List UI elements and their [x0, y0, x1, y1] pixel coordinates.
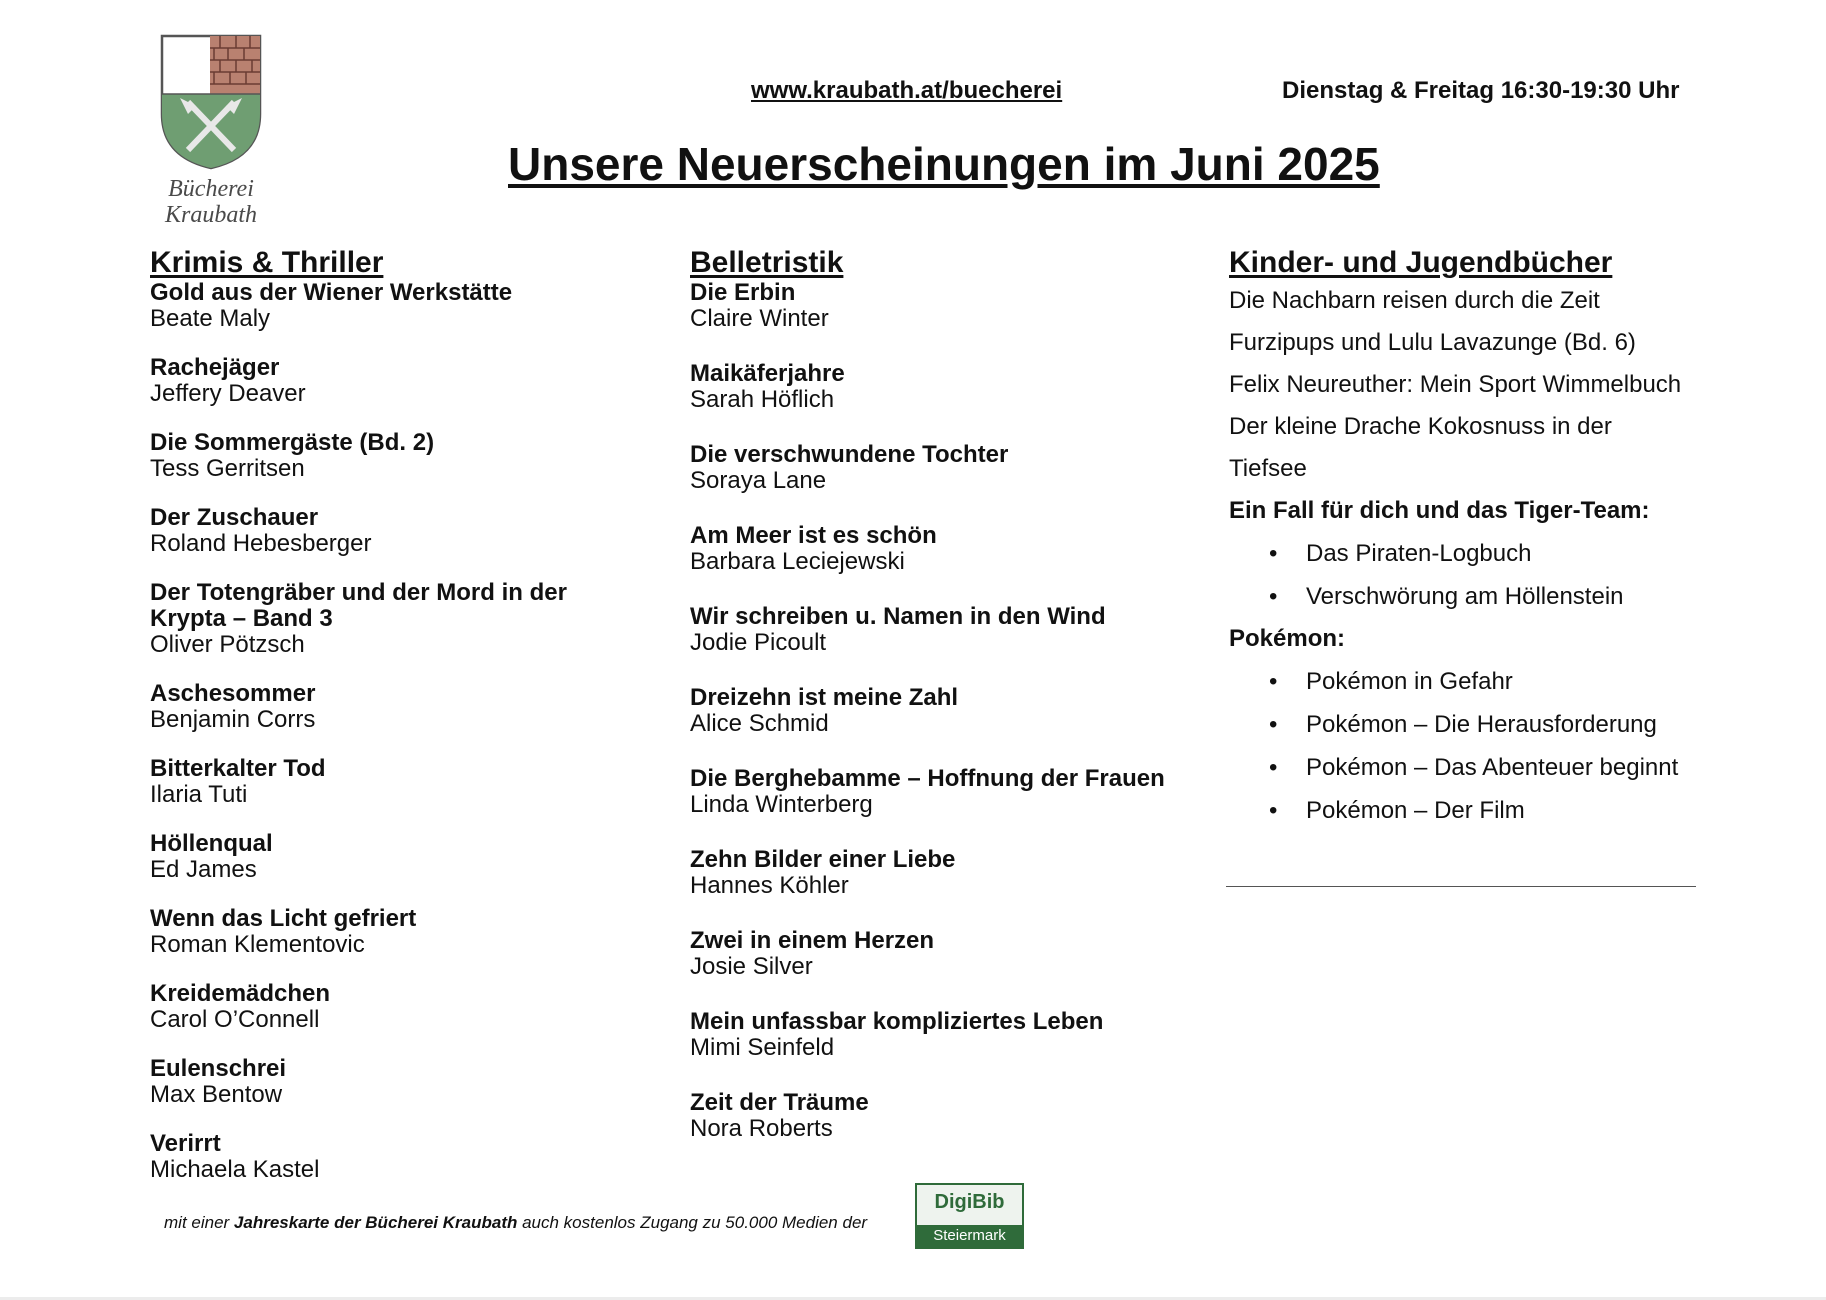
- book-item: [150, 981, 610, 1033]
- book-item: [690, 604, 1170, 656]
- book-title: Die Sommergäste (Bd. 2): [150, 429, 435, 456]
- crime-heading: Krimis & Thriller: [150, 246, 384, 279]
- book-author: Mimi Seinfeld: [690, 1034, 835, 1061]
- book-title: Zwei in einem Herzen: [690, 927, 935, 954]
- book-title: Die Berghebamme – Hoffnung der Frauen: [690, 765, 1165, 792]
- book-title: Aschesommer: [150, 680, 316, 707]
- book-author: Roland Hebesberger: [150, 530, 372, 557]
- logo-line-1: Bücherei: [168, 176, 254, 202]
- bullet-icon: •: [1269, 797, 1278, 824]
- footer-text-bold: Jahreskarte der Bücherei Kraubath: [233, 1213, 518, 1232]
- book-item: [690, 766, 1170, 818]
- kids-column: [1229, 246, 1709, 832]
- book-title: Höllenqual: [150, 830, 273, 857]
- book-author: Max Bentow: [150, 1081, 283, 1108]
- book-author: Oliver Pötzsch: [150, 631, 305, 658]
- book-title: Zehn Bilder einer Liebe: [690, 846, 956, 873]
- kids-book-line: Die Nachbarn reisen durch die Zeit: [1229, 287, 1600, 314]
- book-item: [690, 1090, 1170, 1142]
- footer-text-pre: mit einer: [164, 1213, 234, 1232]
- fiction-column: [690, 246, 1170, 1171]
- book-item: [690, 280, 1170, 332]
- book-title: Zeit der Träume: [690, 1089, 869, 1116]
- book-title: Eulenschrei: [150, 1055, 287, 1082]
- digibib-title: DigiBib: [934, 1191, 1005, 1213]
- page-title: Unsere Neuerscheinungen im Juni 2025: [508, 138, 1380, 190]
- bullet-text: Pokémon – Das Abenteuer beginnt: [1306, 754, 1679, 781]
- book-item: [150, 906, 610, 958]
- bullet-item: [1229, 789, 1709, 832]
- library-logo: [158, 32, 268, 228]
- crime-column: [150, 246, 610, 1206]
- book-author: Jeffery Deaver: [150, 380, 306, 407]
- bullet-item: [1229, 532, 1709, 575]
- book-author: Ed James: [150, 856, 257, 883]
- book-item: [690, 523, 1170, 575]
- book-author: Jodie Picoult: [690, 629, 827, 656]
- book-item: [150, 831, 610, 883]
- book-title: Wir schreiben u. Namen in den Wind: [690, 603, 1106, 630]
- book-title: Mein unfassbar kompliziertes Leben: [690, 1008, 1104, 1035]
- book-author: Carol O’Connell: [150, 1006, 320, 1033]
- tiger-team-heading: Ein Fall für dich und das Tiger-Team:: [1229, 497, 1650, 524]
- bullet-icon: •: [1269, 668, 1278, 695]
- book-author: Josie Silver: [690, 953, 813, 980]
- bullet-item: [1229, 575, 1709, 618]
- book-item: [150, 505, 610, 557]
- kids-book-line: Tiefsee: [1229, 455, 1307, 482]
- bullet-text: Pokémon – Die Herausforderung: [1306, 711, 1657, 738]
- digibib-logo[interactable]: [915, 1183, 1024, 1249]
- bullet-item: [1229, 703, 1709, 746]
- book-title: Kreidemädchen: [150, 980, 331, 1007]
- bullet-icon: •: [1269, 711, 1278, 738]
- book-item: [690, 361, 1170, 413]
- digibib-subtitle: Steiermark: [917, 1225, 1022, 1247]
- book-item: [150, 355, 610, 407]
- website-link[interactable]: www.kraubath.at/buecherei: [751, 77, 1063, 104]
- book-item: [690, 1009, 1170, 1061]
- book-author: Linda Winterberg: [690, 791, 873, 818]
- bullet-icon: •: [1269, 583, 1278, 610]
- book-author: Hannes Köhler: [690, 872, 849, 899]
- book-author: Roman Klementovic: [150, 931, 365, 958]
- book-item: [150, 1131, 610, 1183]
- book-title: Verirrt: [150, 1130, 221, 1157]
- divider-line: [1226, 886, 1696, 887]
- book-item: [150, 430, 610, 482]
- book-item: [150, 681, 610, 733]
- book-author: Nora Roberts: [690, 1115, 833, 1142]
- book-author: Barbara Leciejewski: [690, 548, 905, 575]
- book-title: Am Meer ist es schön: [690, 522, 937, 549]
- book-author: Claire Winter: [690, 305, 829, 332]
- fiction-book-list: [690, 280, 1170, 1142]
- book-author: Tess Gerritsen: [150, 455, 305, 482]
- kids-book-line: Der kleine Drache Kokosnuss in der: [1229, 413, 1612, 440]
- book-item: [150, 1056, 610, 1108]
- kids-book-list: [1229, 280, 1709, 490]
- kids-book-line: Furzipups und Lulu Lavazunge (Bd. 6): [1229, 329, 1636, 356]
- bullet-text: Pokémon – Der Film: [1306, 797, 1525, 824]
- book-item: [150, 756, 610, 808]
- book-author: Soraya Lane: [690, 467, 827, 494]
- bullet-text: Pokémon in Gefahr: [1306, 668, 1513, 695]
- book-author: Ilaria Tuti: [150, 781, 248, 808]
- tiger-team-list: [1229, 532, 1709, 618]
- book-item: [150, 280, 610, 332]
- kids-book-line: Felix Neureuther: Mein Sport Wimmelbuch: [1229, 371, 1682, 398]
- library-crest-icon: [158, 32, 264, 172]
- crime-book-list: [150, 280, 610, 1183]
- bullet-icon: •: [1269, 540, 1278, 567]
- book-title: Wenn das Licht gefriert: [150, 905, 417, 932]
- book-author: Sarah Höflich: [690, 386, 835, 413]
- book-title: Der Zuschauer: [150, 504, 319, 531]
- bullet-text: Verschwörung am Höllenstein: [1306, 583, 1624, 610]
- fiction-heading: Belletristik: [690, 246, 844, 279]
- book-item: [690, 442, 1170, 494]
- book-title: Maikäferjahre: [690, 360, 845, 387]
- book-title: Gold aus der Wiener Werkstätte: [150, 279, 513, 306]
- book-title: Der Totengräber und der Mord in der Krypta – Band 3: [150, 579, 567, 632]
- book-title: Die Erbin: [690, 279, 796, 306]
- footer-text-post: auch kostenlos Zugang zu 50.000 Medien der: [517, 1213, 868, 1232]
- book-author: Michaela Kastel: [150, 1156, 320, 1183]
- book-item: [690, 928, 1170, 980]
- bullet-icon: •: [1269, 754, 1278, 781]
- kids-heading: Kinder- und Jugendbücher: [1229, 246, 1613, 279]
- pokemon-heading: Pokémon:: [1229, 625, 1346, 652]
- book-title: Bitterkalter Tod: [150, 755, 326, 782]
- book-item: [150, 580, 610, 658]
- book-author: Alice Schmid: [690, 710, 829, 737]
- footer-note: [164, 1213, 867, 1233]
- book-item: [690, 847, 1170, 899]
- pokemon-list: [1229, 660, 1709, 832]
- book-title: Rachejäger: [150, 354, 280, 381]
- bullet-item: [1229, 660, 1709, 703]
- opening-hours: Dienstag & Freitag 16:30-19:30 Uhr: [1282, 77, 1680, 104]
- book-item: [690, 685, 1170, 737]
- bullet-text: Das Piraten-Logbuch: [1306, 540, 1532, 567]
- book-author: Benjamin Corrs: [150, 706, 316, 733]
- book-title: Dreizehn ist meine Zahl: [690, 684, 959, 711]
- book-author: Beate Maly: [150, 305, 271, 332]
- bullet-item: [1229, 746, 1709, 789]
- logo-line-2: Kraubath: [164, 202, 257, 228]
- book-title: Die verschwundene Tochter: [690, 441, 1009, 468]
